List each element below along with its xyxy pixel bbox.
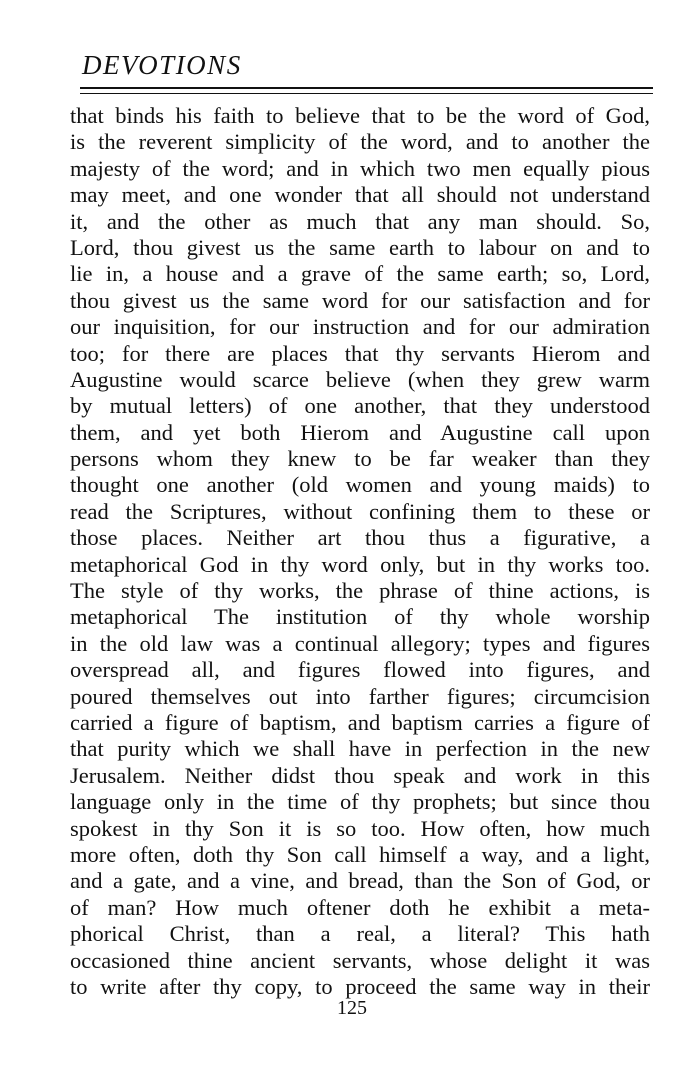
text-line: lie in, a house and a grave of the same earth; so, Lord, — [70, 261, 650, 287]
text-line: poured themselves out into farther figures; circumcision — [70, 683, 650, 709]
body-text — [70, 103, 650, 1000]
header-rule-thin — [80, 93, 653, 94]
text-line: thou givest us the same word for our satisfaction and for — [70, 287, 650, 313]
text-line: them, and yet both Hierom and Augustine call upon — [70, 419, 650, 445]
text-line: majesty of the word; and in which two men equally pious — [70, 155, 650, 181]
text-line: to write after thy copy, to proceed the same way in their — [70, 973, 650, 999]
page-number: 125 — [337, 997, 367, 1019]
text-line: more often, doth thy Son call himself a way, and a light, — [70, 841, 650, 867]
text-line: by mutual letters) of one another, that they understood — [70, 393, 650, 419]
text-line: is the reverent simplicity of the word, and to another the — [70, 129, 650, 155]
text-line: in the old law was a continual allegory; types and figures — [70, 630, 650, 656]
text-line: metaphorical God in thy word only, but in thy works too. — [70, 551, 650, 577]
text-line: and a gate, and a vine, and bread, than the Son of God, or — [70, 868, 650, 894]
text-line: Jerusalem. Neither didst thou speak and work in this — [70, 762, 650, 788]
text-line: phorical Christ, than a real, a literal? This hath — [70, 921, 650, 947]
text-line: may meet, and one wonder that all should not understand — [70, 182, 650, 208]
text-line: it, and the other as much that any man should. So, — [70, 208, 650, 234]
text-line: The style of thy works, the phrase of thine actions, is — [70, 578, 650, 604]
text-line: our inquisition, for our instruction and for our admiration — [70, 314, 650, 340]
header-rule-thick — [80, 87, 653, 89]
text-line: Lord, thou givest us the same earth to labour on and to — [70, 234, 650, 260]
text-line: metaphorical The institution of thy whole worship — [70, 604, 650, 630]
text-line: too; for there are places that thy servants Hierom and — [70, 340, 650, 366]
running-head: DEVOTIONS — [82, 50, 242, 80]
text-line: of man? How much oftener doth he exhibit a meta- — [70, 894, 650, 920]
text-line: that purity which we shall have in perfection in the new — [70, 736, 650, 762]
text-line: occasioned thine ancient servants, whose delight it was — [70, 947, 650, 973]
text-line: thought one another (old women and young maids) to — [70, 472, 650, 498]
text-line: persons whom they knew to be far weaker than they — [70, 446, 650, 472]
text-line: overspread all, and figures flowed into figures, and — [70, 657, 650, 683]
text-line: Augustine would scarce believe (when they grew warm — [70, 366, 650, 392]
text-line: those places. Neither art thou thus a figurative, a — [70, 525, 650, 551]
text-line: carried a figure of baptism, and baptism carries a figure of — [70, 709, 650, 735]
text-line: language only in the time of thy prophets; but since thou — [70, 789, 650, 815]
text-line: that binds his faith to believe that to be the word of God, — [70, 103, 650, 128]
text-line: spokest in thy Son it is so too. How often, how much — [70, 815, 650, 841]
text-line: read the Scriptures, without confining them to these or — [70, 498, 650, 524]
